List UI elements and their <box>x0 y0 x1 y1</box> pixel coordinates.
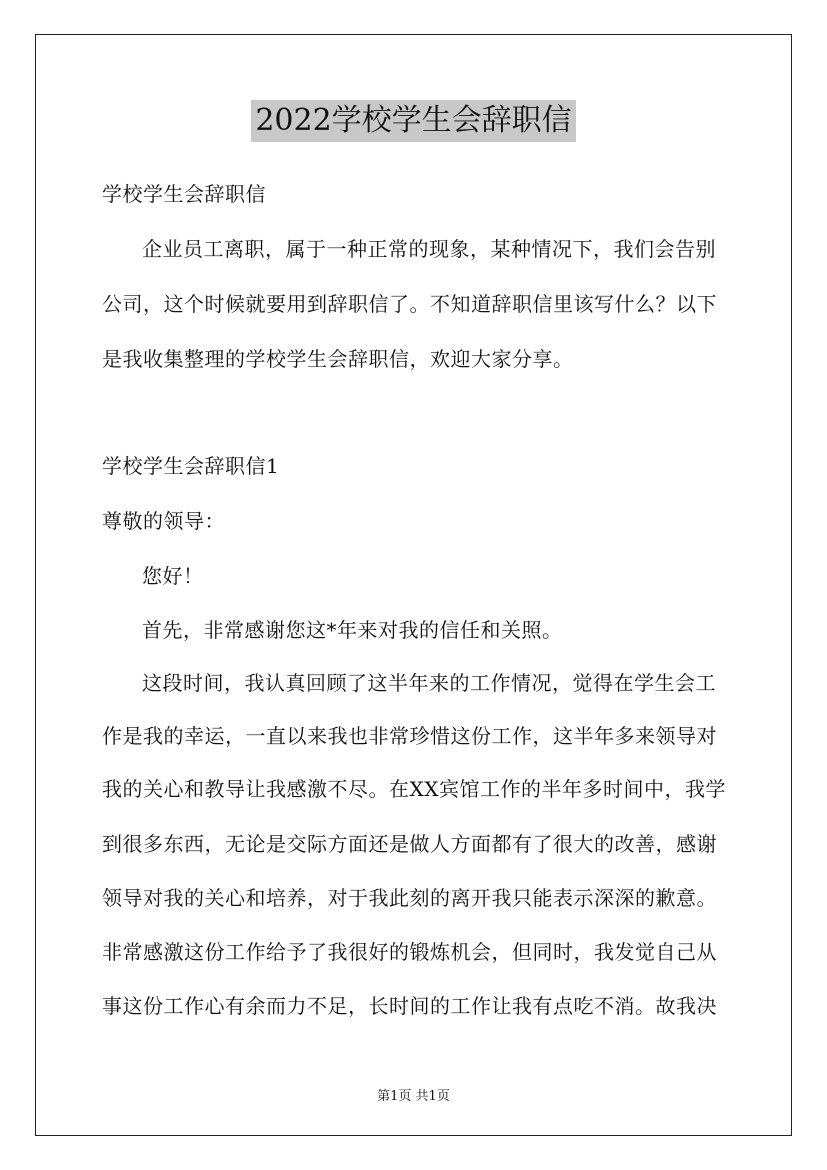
subtitle: 学校学生会辞职信 <box>102 182 266 206</box>
intro-line: 是我收集整理的学校学生会辞职信，欢迎大家分享。 <box>102 347 574 371</box>
paragraph-line: 到很多东西，无论是交际方面还是做人方面都有了很大的改善，感谢 <box>102 832 717 856</box>
page-footer: 第1页 共1页 <box>377 1089 450 1104</box>
greeting: 您好！ <box>142 564 204 588</box>
paragraph-line: 领导对我的关心和培养，对于我此刻的离开我只能表示深深的歉意。 <box>102 886 717 910</box>
paragraph-line: 我的关心和教导让我感激不尽。在XX宾馆工作的半年多时间中，我学 <box>102 777 726 801</box>
intro-line: 企业员工离职，属于一种正常的现象，某种情况下，我们会告别 <box>142 237 716 261</box>
document-title: 2022学校学生会辞职信 <box>251 100 575 142</box>
document-title-wrap <box>0 100 827 142</box>
paragraph-line: 这段时间，我认真回顾了这半年来的工作情况，觉得在学生会工 <box>142 671 716 695</box>
paragraph-line: 作是我的幸运，一直以来我也非常珍惜这份工作，这半年多来领导对 <box>102 724 717 748</box>
paragraph-line: 首先，非常感谢您这*年来对我的信任和关照。 <box>142 618 563 642</box>
salutation: 尊敬的领导： <box>102 509 225 533</box>
intro-line: 公司，这个时候就要用到辞职信了。不知道辞职信里该写什么？以下 <box>102 292 717 316</box>
paragraph-line: 事这份工作心有余而力不足，长时间的工作让我有点吃不消。故我决 <box>102 994 717 1018</box>
section-heading: 学校学生会辞职信1 <box>102 454 280 478</box>
paragraph-line: 非常感激这份工作给予了我很好的锻炼机会，但同时，我发觉自己从 <box>102 940 717 964</box>
